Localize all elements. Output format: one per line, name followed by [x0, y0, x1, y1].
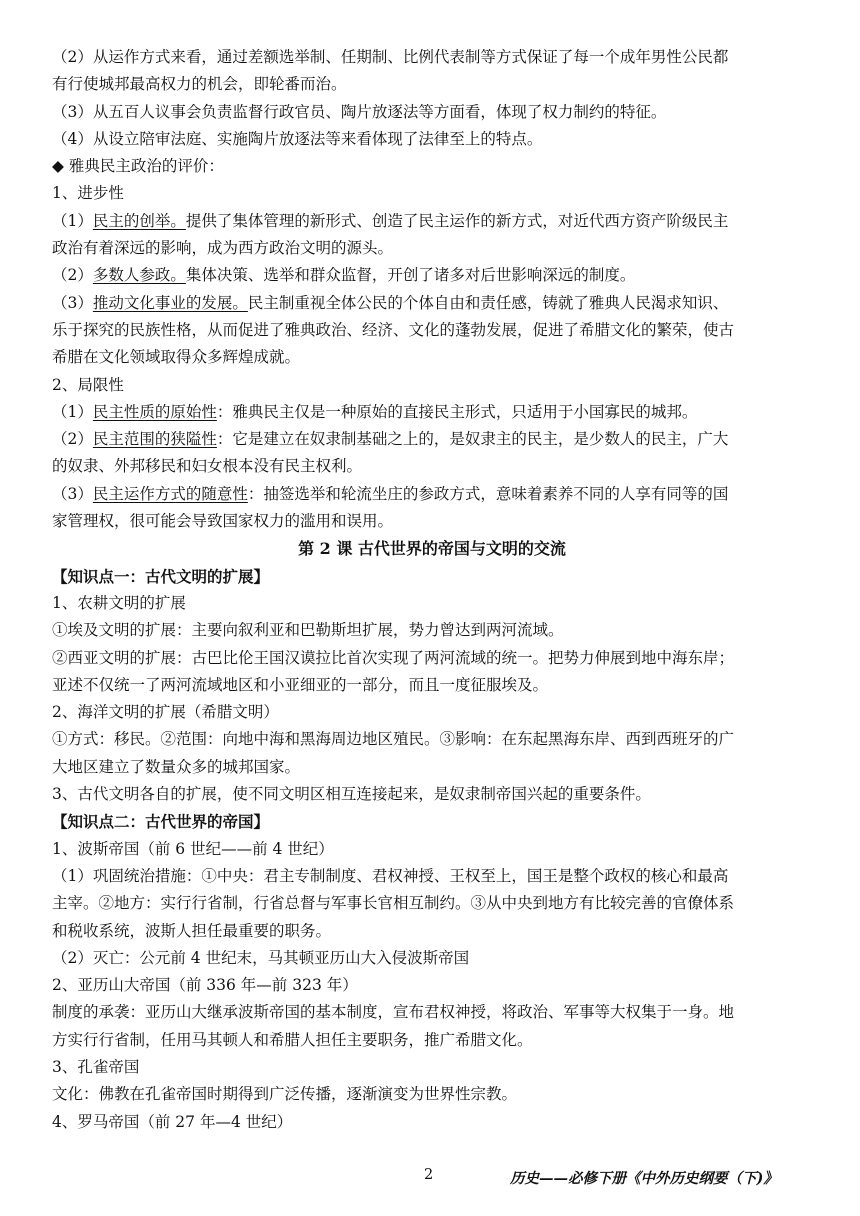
text-segment: 2、亚历山大帝国（前 336 年—前 323 年） [52, 976, 358, 995]
text-segment: ◆ 雅典民主政治的评价： [52, 157, 224, 176]
text-line [52, 999, 812, 1026]
text-segment: 集体决策、选举和群众监督，开创了诸多对后世影响深远的制度。 [185, 266, 636, 285]
text-segment: （3）从五百人议事会负责监督行政官员、陶片放逐法等方面看，体现了权力制约的特征。 [52, 102, 667, 121]
text-segment: 家管理权，很可能会导致国家权力的滥用和误用。 [52, 512, 394, 531]
text-line [52, 235, 812, 262]
underlined-term: 民主的创举。 [92, 211, 186, 230]
text-segment: （2） [52, 430, 93, 449]
text-line [52, 426, 812, 453]
text-line [52, 317, 812, 344]
text-segment: 亚述不仅统一了两河流域地区和小亚细亚的一部分，而且一度征服埃及。 [52, 675, 549, 694]
text-segment: ①方式：移民。②范围：向地中海和黑海周边地区殖民。③影响：在东起黑海东岸、西到西班牙的广 [52, 730, 735, 749]
section-heading [52, 808, 812, 835]
text-line [52, 945, 812, 972]
text-line [52, 99, 812, 126]
text-segment: 制度的承袭：亚历山大继承波斯帝国的基本制度，宣布君权神授，将政治、军事等大权集于一身。地 [52, 1003, 735, 1022]
text-segment: （4）从设立陪审法庭、实施陶片放逐法等来看体现了法律至上的特点。 [52, 129, 543, 148]
text-segment: 第 2 课 古代世界的帝国与文明的交流 [298, 539, 566, 559]
text-line [52, 1109, 812, 1136]
text-line [52, 399, 812, 426]
text-line [52, 726, 812, 753]
text-line [52, 890, 812, 917]
text-line [52, 453, 812, 480]
text-segment: 1、农耕文明的扩展 [52, 593, 186, 612]
text-segment: （2）灭亡：公元前 4 世纪末，马其顿亚历山大入侵波斯帝国 [52, 948, 470, 967]
underlined-term: 民主性质的原始性 [92, 402, 217, 421]
text-segment: ：雅典民主仅是一种原始的直接民主形式，只适用于小国寡民的城邦。 [216, 402, 698, 421]
text-segment: 方实行行省制，任用马其顿人和希腊人担任主要职务，推广希腊文化。 [52, 1030, 533, 1049]
text-line [52, 590, 812, 617]
text-segment: 1、波斯帝国（前 6 世纪——前 4 世纪） [52, 839, 334, 858]
text-line [52, 918, 812, 945]
text-line [52, 836, 812, 863]
page-footer [0, 1167, 860, 1191]
text-line [52, 1081, 812, 1108]
text-segment: 乐于探究的民族性格，从而促进了雅典政治、经济、文化的蓬勃发展，促进了希腊文化的繁荣，使古 [52, 320, 735, 339]
text-line [52, 262, 812, 289]
text-segment: 2、海洋文明的扩展（希腊文明） [52, 703, 279, 722]
text-line [52, 617, 812, 644]
text-segment: （1）巩固统治措施：①中央：君主专制制度、君权神授、王权至上，国王是整个政权的核心和最高 [52, 866, 729, 885]
text-segment: ②西亚文明的扩展：古巴比伦王国汉谟拉比首次实现了两河流域的统一。把势力伸展到地中海东岸； [52, 648, 735, 667]
text-line [52, 44, 812, 71]
text-segment: （2） [52, 266, 93, 285]
text-line [52, 645, 812, 672]
text-segment: ①埃及文明的扩展：主要向叙利亚和巴勒斯坦扩展，势力曾达到两河流域。 [52, 621, 564, 640]
text-segment: 的奴隶、外邦移民和妇女根本没有民主权利。 [52, 457, 363, 476]
text-segment: 1、进步性 [52, 184, 124, 203]
text-line [52, 754, 812, 781]
text-segment: 主宰。②地方：实行行省制，行省总督与军事长官相互制约。③从中央到地方有比较完善的官僚体系 [52, 894, 735, 913]
text-line [52, 71, 812, 98]
text-segment: 文化：佛教在孔雀帝国时期得到广泛传播，逐渐演变为世界性宗教。 [52, 1085, 518, 1104]
text-line [52, 344, 812, 371]
text-line [52, 781, 812, 808]
underlined-term: 推动文化事业的发展。 [92, 293, 248, 312]
text-segment: 民主制重视全体公民的个体自由和责任感，铸就了雅典人民渴求知识、 [247, 293, 729, 312]
text-line [52, 1027, 812, 1054]
text-line [52, 672, 812, 699]
text-segment: （1） [52, 402, 93, 421]
text-line [52, 180, 812, 207]
text-segment: 大地区建立了数量众多的城邦国家。 [52, 757, 301, 776]
text-line [52, 126, 812, 153]
underlined-term: 多数人参政。 [92, 266, 186, 285]
text-line [52, 372, 812, 399]
text-line [52, 208, 812, 235]
text-line [52, 699, 812, 726]
text-segment: ：它是建立在奴隶制基础之上的，是奴隶主的民主，是少数人的民主，广大 [216, 430, 729, 449]
text-line [52, 972, 812, 999]
text-segment: 有行使城邦最高权力的机会，即轮番而治。 [52, 75, 347, 94]
text-segment: （3） [52, 293, 93, 312]
text-segment: ：抽签选举和轮流坐庄的参政方式，意味着素养不同的人享有同等的国 [247, 484, 729, 503]
text-segment: 3、孔雀帝国 [52, 1057, 140, 1076]
text-segment: 【知识点一：古代文明的扩展】 [52, 566, 270, 586]
text-line [52, 863, 812, 890]
text-segment: 4、罗马帝国（前 27 年—4 世纪） [52, 1112, 293, 1131]
text-line [52, 290, 812, 317]
underlined-term: 民主范围的狭隘性 [92, 430, 217, 449]
page-number: 2 [424, 1167, 434, 1183]
underlined-term: 民主运作方式的随意性 [92, 484, 248, 503]
text-segment: 政治有着深远的影响，成为西方政治文明的源头。 [52, 239, 394, 258]
text-segment: 希腊在文化领域取得众多辉煌成就。 [52, 348, 301, 367]
lesson-title [52, 535, 812, 562]
text-line [52, 508, 812, 535]
text-line [52, 1054, 812, 1081]
text-segment: 和税收系统，波斯人担任最重要的职务。 [52, 921, 332, 940]
text-segment: 【知识点二：古代世界的帝国】 [52, 812, 270, 832]
text-segment: （1） [52, 211, 93, 230]
text-segment: 3、古代文明各自的扩展，使不同文明区相互连接起来，是奴隶制帝国兴起的重要条件。 [52, 785, 651, 804]
text-line [52, 481, 812, 508]
book-title: 历史——必修下册《中外历史纲要（下)》 [510, 1170, 778, 1187]
section-heading [52, 563, 812, 590]
text-segment: 提供了集体管理的新形式、创造了民主运作的新方式，对近代西方资产阶级民主 [185, 211, 729, 230]
text-line [52, 153, 812, 180]
text-segment: （2）从运作方式来看，通过差额选举制、任期制、比例代表制等方式保证了每一个成年男性公民都 [52, 48, 729, 66]
text-segment: （3） [52, 484, 93, 503]
document-body [52, 44, 812, 1136]
text-segment: 2、局限性 [52, 375, 124, 394]
